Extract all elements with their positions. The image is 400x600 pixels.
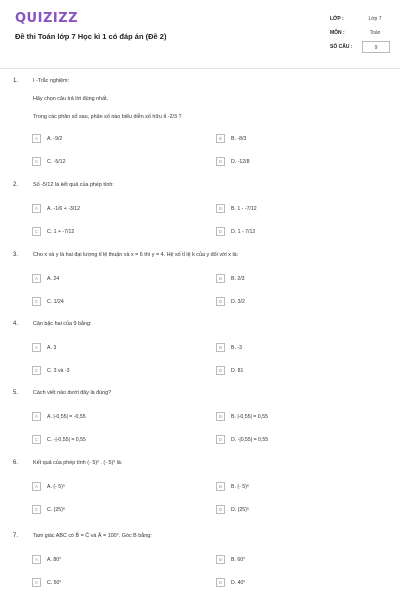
option-b[interactable]: [216, 412, 268, 421]
option-c[interactable]: [32, 366, 70, 375]
meta-class-value: Lớp 7: [368, 16, 382, 22]
option-letter-box[interactable]: B: [216, 343, 225, 352]
meta-subject-value: Toán: [369, 30, 381, 36]
option-letter-box[interactable]: B: [216, 482, 225, 491]
option-letter-box[interactable]: C: [32, 435, 41, 444]
option-a[interactable]: [32, 204, 80, 213]
option-b[interactable]: [216, 134, 246, 143]
option-letter-box[interactable]: D: [216, 366, 225, 375]
option-label: B. -8/3: [231, 135, 247, 142]
option-label: D. 40°: [231, 579, 246, 586]
option-letter-box[interactable]: B: [216, 412, 225, 421]
question-text: I -Trắc nghiệm:: [33, 78, 70, 84]
meta-subject-row: [330, 26, 390, 40]
option-label: A. 24: [47, 275, 60, 282]
quizizz-logo: QUIZIZZ: [15, 11, 79, 26]
option-a[interactable]: [32, 274, 59, 283]
option-label: C. 1/24: [47, 298, 64, 305]
question-text: Kết quả của phép tính (- 5)² . (- 5)³ là:: [33, 460, 123, 466]
option-letter-box[interactable]: A: [32, 343, 41, 352]
option-label: C. -5/12: [47, 158, 66, 165]
option-label: A. -9/2: [47, 135, 63, 142]
option-b[interactable]: [216, 274, 245, 283]
option-label: C. 3 và -3: [47, 367, 70, 374]
option-label: A. -1/6 + -3/12: [47, 205, 81, 212]
option-d[interactable]: [216, 157, 249, 166]
question-text: Căn bậc hai của 9 bằng:: [33, 321, 92, 327]
option-letter-box[interactable]: D: [216, 297, 225, 306]
option-letter-box[interactable]: A: [32, 482, 41, 491]
meta-count-row: [330, 40, 390, 54]
document-title: Đề thi Toán lớp 7 Học kì 1 có đáp án (Đề 2): [15, 32, 167, 41]
option-letter-box[interactable]: B: [216, 204, 225, 213]
option-letter-box[interactable]: A: [32, 555, 41, 564]
option-label: B. 1 - -7/12: [231, 205, 257, 212]
option-b[interactable]: [216, 482, 249, 491]
option-c[interactable]: [32, 227, 74, 236]
question-number: 4.: [13, 321, 19, 327]
option-label: D. -12/8: [231, 158, 250, 165]
option-d[interactable]: [216, 435, 268, 444]
question-text: Cách viết nào dưới đây là đúng?: [33, 390, 112, 396]
question-number: 6.: [13, 460, 19, 466]
meta-count-value: 9: [362, 41, 390, 53]
option-d[interactable]: [216, 505, 249, 514]
option-d[interactable]: [216, 578, 245, 587]
option-letter-box[interactable]: C: [32, 157, 41, 166]
option-label: D. 1 - 7/12: [231, 228, 256, 235]
option-a[interactable]: [32, 343, 56, 352]
question-number: 5.: [13, 390, 19, 396]
option-label: B. 2/3: [231, 275, 245, 282]
option-label: B. (- 5)⁶: [231, 483, 249, 490]
option-d[interactable]: [216, 366, 243, 375]
option-d[interactable]: [216, 227, 255, 236]
option-letter-box[interactable]: D: [216, 227, 225, 236]
option-letter-box[interactable]: A: [32, 134, 41, 143]
question-number: 2.: [13, 182, 19, 188]
option-label: D. -|0,55| = 0,55: [231, 436, 269, 443]
option-a[interactable]: [32, 412, 86, 421]
option-b[interactable]: [216, 555, 245, 564]
option-a[interactable]: [32, 134, 62, 143]
meta-info: [330, 12, 390, 54]
meta-class-label: LỚP :: [330, 16, 344, 22]
option-letter-box[interactable]: D: [216, 435, 225, 444]
page-header: [0, 0, 400, 68]
question-text: Tam giác ABC có B̂ = Ĉ và Â = 100°. Góc B bằng:: [33, 533, 152, 539]
option-a[interactable]: [32, 482, 65, 491]
option-label: B. |-0,55| = 0,55: [231, 413, 268, 420]
option-label: C. 1 + -7/12: [47, 228, 75, 235]
option-label: C. 50°: [47, 579, 62, 586]
question-subtext: Trong các phân số sau, phân số nào biểu diễn số hữu tỉ -2/3 ?: [33, 114, 182, 120]
option-letter-box[interactable]: A: [32, 412, 41, 421]
question-number: 1.: [13, 78, 19, 84]
option-letter-box[interactable]: A: [32, 204, 41, 213]
option-letter-box[interactable]: B: [216, 274, 225, 283]
option-label: A. (- 5)⁵: [47, 483, 66, 490]
option-a[interactable]: [32, 555, 61, 564]
option-letter-box[interactable]: B: [216, 134, 225, 143]
option-label: D. (25)⁵: [231, 506, 250, 513]
option-c[interactable]: [32, 435, 86, 444]
question-subtext: Hãy chọn câu trả lời đúng nhất.: [33, 96, 109, 102]
option-letter-box[interactable]: D: [216, 505, 225, 514]
option-label: D. 81: [231, 367, 244, 374]
option-c[interactable]: [32, 578, 61, 587]
option-letter-box[interactable]: D: [216, 578, 225, 587]
question-number: 3.: [13, 252, 19, 258]
question-text: Số -5/12 là kết quả của phép tính:: [33, 182, 114, 188]
option-label: A. |-0,55| = -0,55: [47, 413, 86, 420]
question-number: 7.: [13, 533, 19, 539]
option-label: A. 80°: [47, 556, 62, 563]
option-label: A. 3: [47, 344, 57, 351]
option-letter-box[interactable]: B: [216, 555, 225, 564]
option-letter-box[interactable]: C: [32, 297, 41, 306]
option-letter-box[interactable]: C: [32, 505, 41, 514]
option-b[interactable]: [216, 343, 242, 352]
option-label: B. -3: [231, 344, 242, 351]
option-label: C. (25)⁶: [47, 506, 65, 513]
meta-class-row: [330, 12, 390, 26]
option-c[interactable]: [32, 505, 65, 514]
option-letter-box[interactable]: C: [32, 366, 41, 375]
option-d[interactable]: [216, 297, 245, 306]
option-label: B. 60°: [231, 556, 246, 563]
header-divider: [0, 68, 400, 69]
option-letter-box[interactable]: C: [32, 227, 41, 236]
option-label: D. 3/2: [231, 298, 245, 305]
option-b[interactable]: [216, 204, 257, 213]
meta-count-label: SỐ CÂU :: [330, 44, 353, 50]
option-c[interactable]: [32, 157, 65, 166]
question-text: Cho x và y là hai đại lượng tỉ lệ thuận và x = 6 thì y = 4. Hệ số tỉ lệ k của y đối với x là:: [33, 252, 239, 258]
meta-subject-label: MÔN :: [330, 30, 345, 36]
option-label: C. -|-0,55| = 0,55: [47, 436, 86, 443]
option-letter-box[interactable]: D: [216, 157, 225, 166]
option-c[interactable]: [32, 297, 64, 306]
option-letter-box[interactable]: A: [32, 274, 41, 283]
option-letter-box[interactable]: C: [32, 578, 41, 587]
